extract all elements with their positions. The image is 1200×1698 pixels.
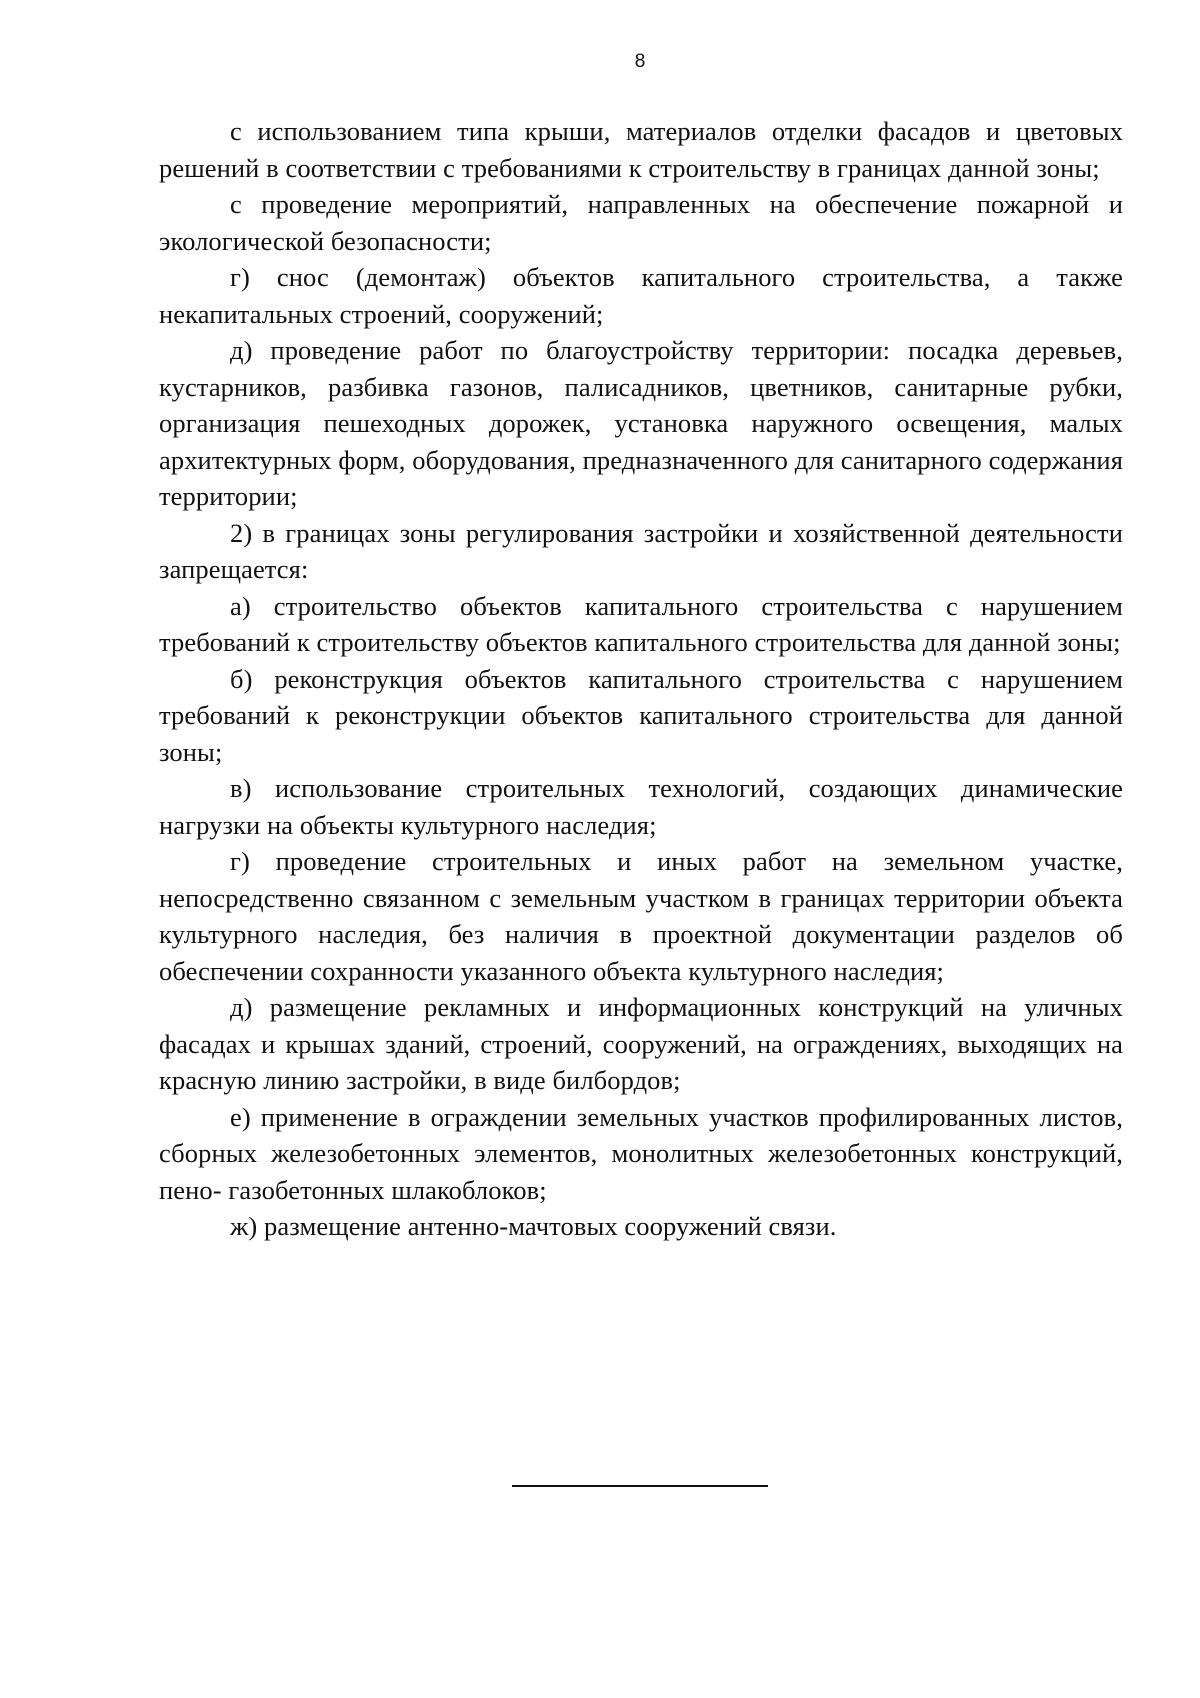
paragraph-prohibition-construction: а) строительство объектов капитального строительства с нарушением требований к строительству объектов капитального строительства для данной зоны; (159, 590, 1123, 657)
paragraph-prohibition-works-near-heritage: г) проведение строительных и иных работ на земельном участке, непосредственно связанном с земельным участком в границах территории объекта культурного наследия, без наличия в проектной документации разделов об обеспечении сохранности указанного объекта культурного наследия; (159, 846, 1123, 986)
document-body (159, 113, 1123, 1245)
paragraph-prohibition-reconstruction: б) реконструкция объектов капитального строительства с нарушением требований к реконструкции объектов капитального строительства для данной зоны; (159, 663, 1123, 767)
page-number: 8 (634, 51, 646, 72)
paragraph-prohibition-antenna-masts: ж) размещение антенно-мачтовых сооружений связи. (230, 1211, 837, 1241)
paragraph-prohibition-dynamic-loads: в) использование строительных технологий, создающих динамические нагрузки на объекты культурного наследия; (159, 773, 1123, 840)
paragraph-roof-facade-colors: с использованием типа крыши, материалов отделки фасадов и цветовых решений в соответствии с требованиями к строительству в границах данной зоны; (159, 116, 1123, 183)
paragraph-landscaping: д) проведение работ по благоустройству территории: посадка деревьев, кустарников, разбивка газонов, палисадников, цветников, санитарные рубки, организация пешеходных дорожек, установка наружного освещения, малых архитектурных форм, оборудования, предназначенного для санитарного содержания территории; (159, 335, 1123, 511)
paragraph-fire-ecology-safety: с проведение мероприятий, направленных на обеспечение пожарной и экологической безопасности; (159, 189, 1123, 256)
paragraph-prohibition-fencing-materials: е) применение в ограждении земельных участков профилированных листов, сборных железобетонных элементов, монолитных железобетонных конструкций, пено- газобетонных шлакоблоков; (159, 1101, 1123, 1205)
paragraph-prohibitions-intro: 2) в границах зоны регулирования застройки и хозяйственной деятельности запрещается: (159, 517, 1123, 584)
paragraph-prohibition-advertising: д) размещение рекламных и информационных конструкций на уличных фасадах и крышах зданий, строений, сооружений, на ограждениях, выходящих на красную линию застройки, в виде билбордов; (159, 992, 1123, 1095)
closing-divider-line (512, 1485, 768, 1487)
paragraph-demolition: г) снос (демонтаж) объектов капитального строительства, а также некапитальных строений, сооружений; (159, 262, 1123, 329)
